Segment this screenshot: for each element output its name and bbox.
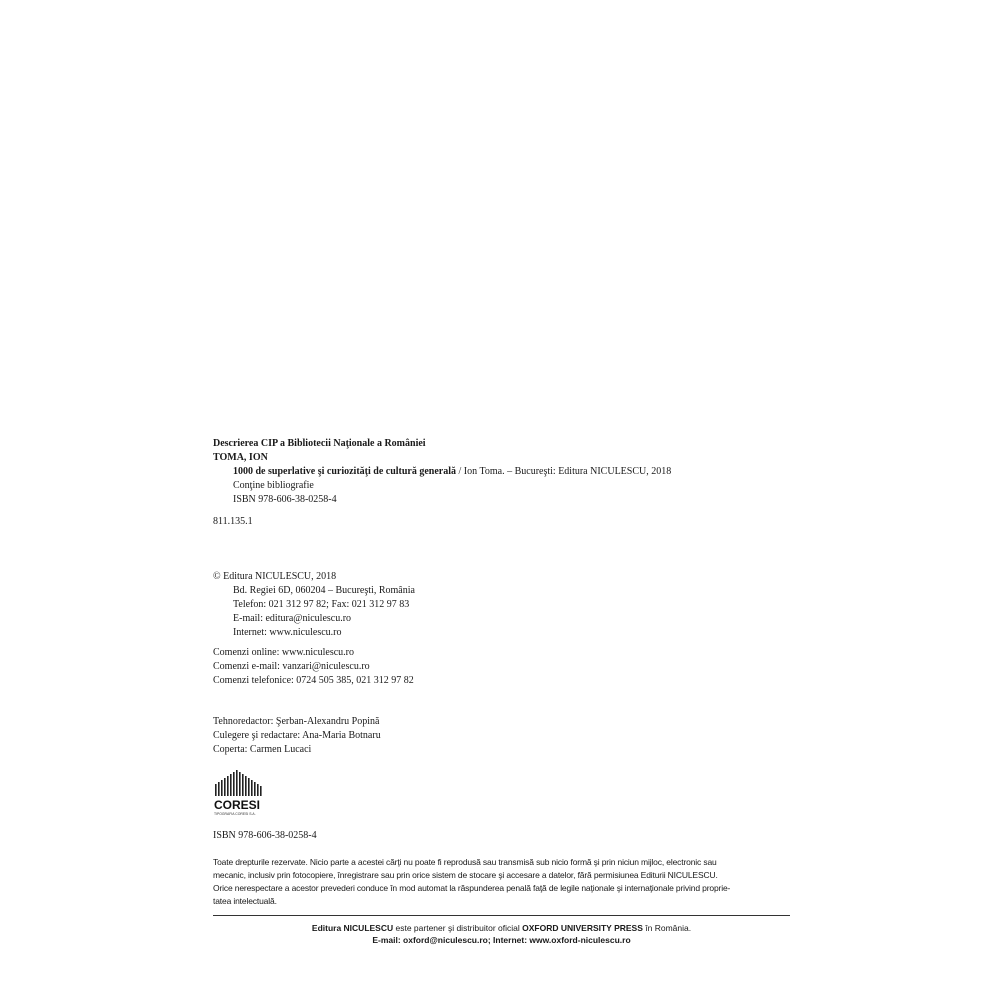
coresi-logo-graphic bbox=[213, 770, 273, 816]
orders-online: Comenzi online: www.niculescu.ro bbox=[213, 647, 354, 658]
credit-tech-editor: Tehnoredactor: Şerban-Alexandru Popină bbox=[213, 716, 380, 727]
copyright: © Editura NICULESCU, 2018 bbox=[213, 571, 337, 582]
publisher-address: Bd. Regiei 6D, 060204 – Bucureşti, România bbox=[233, 585, 415, 596]
cip-author: TOMA, ION bbox=[213, 452, 268, 463]
rights-line: tatea intelectuală. bbox=[213, 896, 277, 906]
publisher-info bbox=[213, 570, 415, 640]
partner-contact: E-mail: oxford@niculescu.ro; Internet: www.oxford-niculescu.ro bbox=[372, 935, 631, 945]
rights-line: Toate drepturile rezervate. Nicio parte a acestei cărţi nu poate fi reprodusă sau transmisă sub nicio formă şi prin niciun mijloc, electronic sau bbox=[213, 857, 717, 867]
cip-description bbox=[213, 437, 671, 507]
isbn-repeat: ISBN 978-606-38-0258-4 bbox=[213, 830, 317, 841]
partner-line: Editura NICULESCU este partener şi distribuitor oficial OXFORD UNIVERSITY PRESS în România. bbox=[311, 923, 692, 933]
credit-editing: Culegere şi redactare: Ana-Maria Botnaru bbox=[213, 730, 381, 741]
cip-isbn: ISBN 978-606-38-0258-4 bbox=[233, 494, 337, 505]
partner-notice bbox=[213, 922, 790, 946]
publisher-phone: Telefon: 021 312 97 82; Fax: 021 312 97 83 bbox=[233, 599, 410, 610]
printing-house-logo-icon bbox=[213, 770, 273, 816]
orders-info bbox=[213, 646, 414, 688]
orders-email: Comenzi e-mail: vanzari@niculescu.ro bbox=[213, 661, 370, 672]
rights-line: Orice nerespectare a acestor prevederi conduce în mod automat la răspunderea penală faţă de legile naţionale şi internaţionale privind proprie- bbox=[213, 883, 731, 893]
udc-code: 811.135.1 bbox=[213, 516, 253, 527]
rights-line: mecanic, inclusiv prin fotocopiere, înregistrare sau prin orice sistem de stocare şi accesare a datelor, fără permisiunea Editurii NICULESCU. bbox=[213, 870, 718, 880]
logo-subtitle: TIPOGRAFIA CORESI S.A. bbox=[214, 812, 256, 816]
logo-name: CORESI bbox=[214, 798, 261, 812]
divider bbox=[213, 915, 790, 916]
publisher-internet: Internet: www.niculescu.ro bbox=[233, 627, 342, 638]
publisher-email: E-mail: editura@niculescu.ro bbox=[233, 613, 352, 624]
orders-phone: Comenzi telefonice: 0724 505 385, 021 312 97 82 bbox=[213, 675, 414, 686]
cip-bibliography: Conţine bibliografie bbox=[233, 480, 314, 491]
cip-title: 1000 de superlative şi curiozităţi de cultură generală / Ion Toma. – Bucureşti: Editura NICULESCU, 2018 bbox=[233, 466, 672, 477]
cip-heading: Descrierea CIP a Bibliotecii Naţionale a României bbox=[213, 438, 426, 449]
credit-cover: Coperta: Carmen Lucaci bbox=[213, 744, 312, 755]
rights-notice bbox=[213, 856, 793, 908]
credits bbox=[213, 715, 381, 757]
